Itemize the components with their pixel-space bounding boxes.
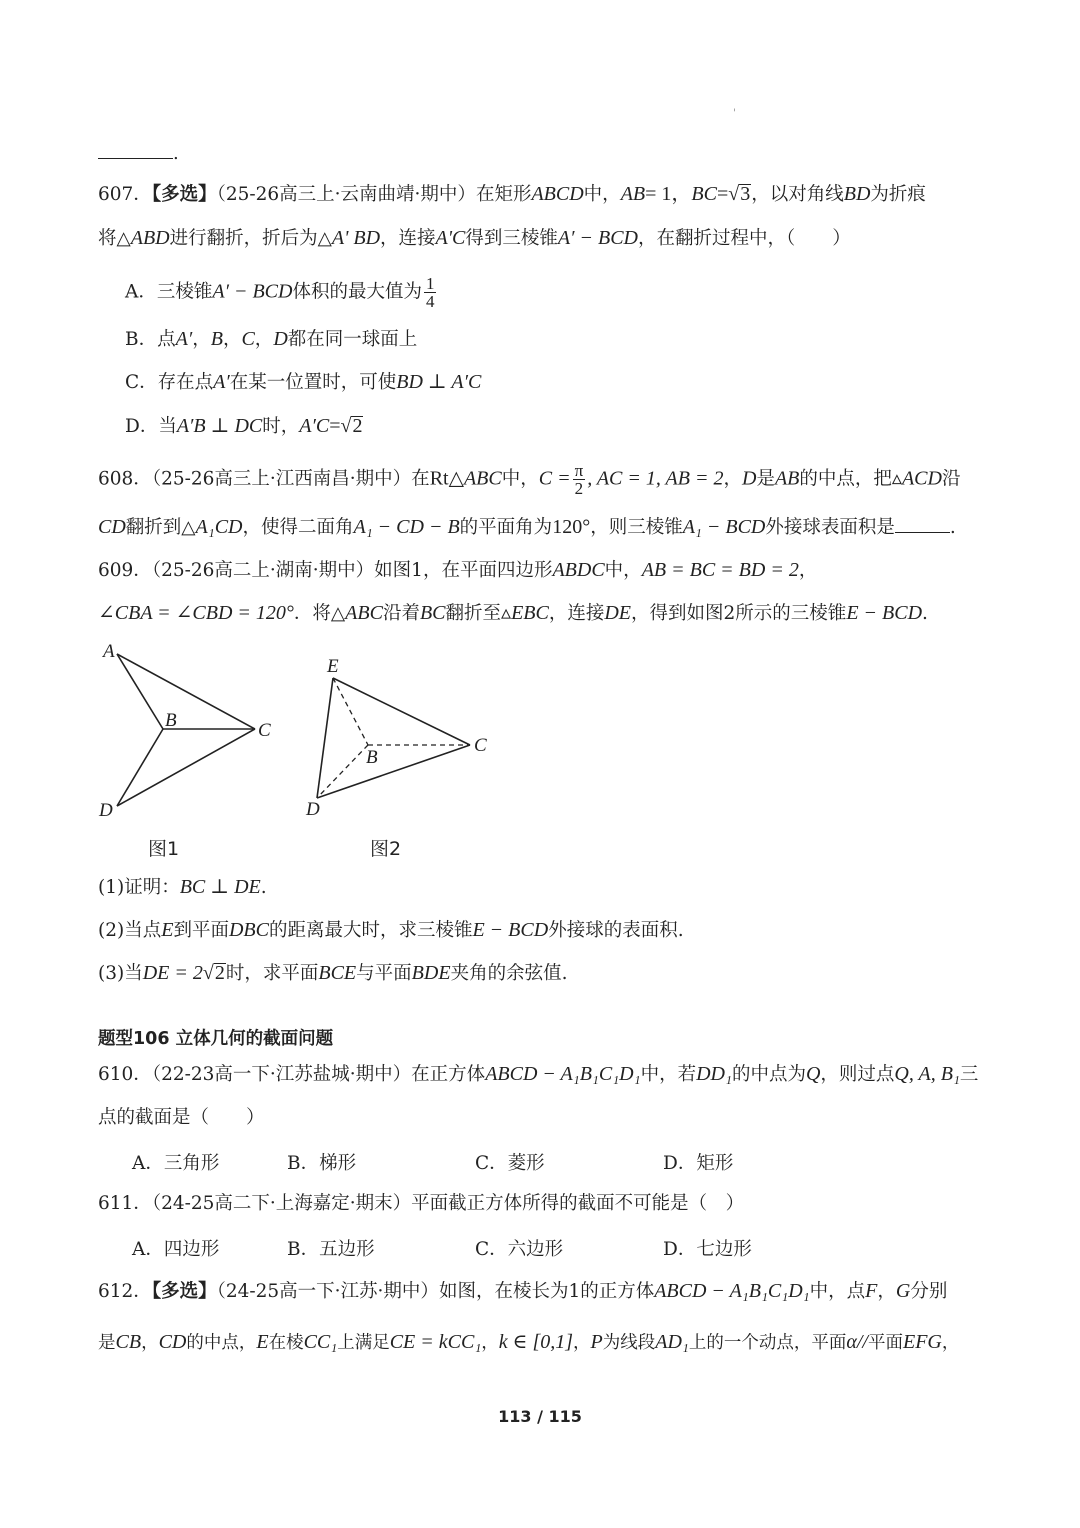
q607-tag: 【多选】 [151, 184, 217, 205]
figure-1-quadrilateral [95, 638, 295, 828]
q607-option-c: C．存在点A′在某一位置时，可使BD ⊥ A′C [125, 371, 482, 393]
q608-source: （25-26高三上·江西南昌·期中） [151, 468, 412, 490]
q612-source: （24-25高一下·江苏·期中） [216, 1281, 439, 1302]
q610-number: 610． [98, 1064, 152, 1085]
fig2-edge-ec [333, 678, 470, 745]
fig1-edge-bd [117, 729, 163, 806]
q607-line1: 607．【多选】（25-26高三上·云南曲靖·期中）在矩形ABCD中，AB= 1，BC=√3，以对角线BD为折痕 [98, 183, 926, 205]
figure-2-pyramid [300, 650, 500, 825]
q612-line2: 是CB，CD的中点，E在棱CC₁上满足CE = kCC₁，k ∈ [0,1]，P为线段AD₁上的一个动点，平面α//平面EFG， [98, 1331, 960, 1353]
q610-option-c: C．菱形 [475, 1153, 545, 1174]
q607-option-b: B．点A′，B，C，D都在同一球面上 [125, 328, 418, 350]
q612-line1: 612．【多选】（24-25高一下·江苏·期中）如图，在棱长为1的正方体ABCD − A₁B₁C₁D₁中，点F，G分别 [98, 1280, 948, 1302]
top-mark: ' [733, 108, 736, 119]
fig1-edge-ac [117, 654, 255, 729]
q608-line2: CD翻折到△A₁CD，使得二面角A₁ − CD − B的平面角为120°，则三棱锥A₁ − BCD外接球表面积是 . [98, 516, 956, 538]
q611-number: 611． [98, 1193, 152, 1214]
section-heading: 题型106 立体几何的截面问题 [98, 1029, 334, 1049]
fig2-label-b: B [366, 747, 378, 768]
q607-line2: 将△ABD进行翻折，折后为△A' BD，连接A'C得到三棱锥A′ − BCD，在翻折过程中，（ ） [98, 227, 851, 249]
q609-line2: ∠CBA = ∠CBD = 120°．将△ABC沿着BC翻折至▵EBC，连接DE，得到如图2所示的三棱锥E − BCD. [98, 602, 928, 624]
fig2-label-e: E [327, 656, 339, 677]
q608-line1: 608．（25-26高三上·江西南昌·期中）在Rt△ABC中，C = $\frac{\pi}{2}$ , AC = 1, AB = 2，D是AB的中点，把▵ACD沿 [98, 461, 961, 498]
fig1-label-b: B [165, 710, 177, 731]
fig2-edge-ed [317, 678, 333, 798]
fraction-pi-over-2: $\frac{\pi}{2}$ [574, 461, 584, 498]
fig1-label-c: C [258, 720, 271, 741]
fig1-label-d: D [99, 800, 113, 821]
fig2-label-d: D [306, 799, 320, 820]
figure-1-caption: 图1 [148, 838, 180, 860]
fraction-one-quarter: $\frac{1}{4}$ [425, 274, 435, 311]
q611-option-c: C．六边形 [475, 1239, 564, 1260]
q608-number: 608． [98, 468, 152, 490]
q611-option-d: D．七边形 [663, 1239, 752, 1260]
q610-line1: 610．（22-23高一下·江苏盐城·期中）在正方体ABCD − A₁B₁C₁D₁中，若DD₁的中点为Q，则过点Q, A, B₁三 [98, 1063, 979, 1085]
q607-number: 607． [98, 184, 152, 205]
fig2-edge-eb [333, 678, 368, 745]
fig1-label-a: A [103, 641, 115, 662]
figure-2-caption: 图2 [370, 838, 402, 860]
q607-option-d: D．当A′B ⊥ DC时，A′C=√2 [125, 415, 363, 437]
page-number: 113 / 115 [498, 1407, 582, 1426]
fig2-edge-dc [317, 745, 470, 798]
q610-line2: 点的截面是（ ） [98, 1107, 265, 1128]
q610-source: （22-23高一下·江苏盐城·期中） [151, 1064, 412, 1085]
q611-source: （24-25高二下·上海嘉定·期末） [151, 1193, 412, 1214]
q609-part2: (2)当点E到平面DBC的距离最大时，求三棱锥E − BCD外接球的表面积. [98, 919, 684, 941]
q609-line1: 609．（25-26高二上·湖南·期中）如图1，在平面四边形ABDC中，AB = BC = BD = 2， [98, 559, 818, 581]
prev-answer-blank: . [98, 140, 179, 164]
q611-option-a: A．四边形 [132, 1239, 220, 1260]
q609-source: （25-26高二上·湖南·期中） [151, 560, 375, 581]
q607-source: （25-26高三上·云南曲靖·期中） [216, 184, 476, 205]
fig2-label-c: C [474, 735, 487, 756]
fig2-edge-bd [317, 745, 368, 798]
q610-option-b: B．梯形 [287, 1153, 357, 1174]
q607-option-a: A．三棱锥A′ − BCD体积的最大值为 $\frac{1}{4}$ [125, 274, 435, 311]
q609-part1: (1)证明：BC ⊥ DE. [98, 876, 267, 898]
q608-answer-blank [895, 514, 950, 533]
q610-option-d: D．矩形 [663, 1153, 734, 1174]
q609-number: 609． [98, 560, 152, 581]
q612-number: 612． [98, 1281, 152, 1302]
fig1-edge-dc [117, 729, 255, 806]
fig1-edge-ab [117, 654, 163, 729]
q610-option-a: A．三角形 [132, 1153, 220, 1174]
q611-line1: 611．（24-25高二下·上海嘉定·期末）平面截正方体所得的截面不可能是（ ） [98, 1193, 745, 1214]
q609-part3: (3)当DE = 2√2时，求平面BCE与平面BDE夹角的余弦值. [98, 962, 568, 984]
q611-option-b: B．五边形 [287, 1239, 375, 1260]
q612-tag: 【多选】 [151, 1281, 217, 1302]
